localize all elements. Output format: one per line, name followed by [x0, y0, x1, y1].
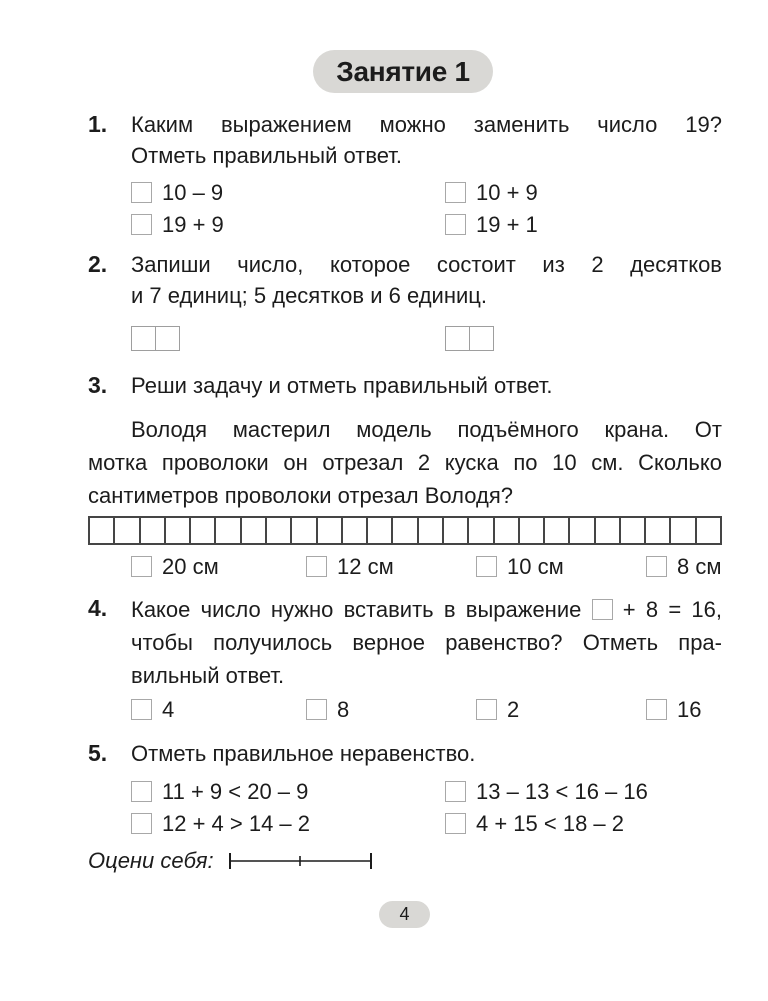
strip-cell[interactable]	[697, 518, 720, 543]
checkbox[interactable]	[131, 699, 152, 720]
task-5	[88, 738, 722, 835]
answer-option[interactable]	[131, 181, 445, 204]
checkbox[interactable]	[476, 699, 497, 720]
digit-box[interactable]	[155, 326, 180, 351]
digit-box-group[interactable]	[131, 326, 445, 351]
checkbox[interactable]	[646, 699, 667, 720]
strip-cell[interactable]	[419, 518, 444, 543]
strip-cell[interactable]	[596, 518, 621, 543]
strip-cell[interactable]	[141, 518, 166, 543]
task-number: 5.	[88, 740, 108, 766]
expression-text-before: Какое число нужно вставить в выражение	[131, 597, 582, 622]
task-text-line: Реши задачу и отметь правильный ответ.	[131, 373, 553, 398]
page-number-badge: 4	[379, 901, 430, 928]
strip-cell[interactable]	[545, 518, 570, 543]
word-problem	[88, 413, 722, 512]
answer-option[interactable]	[445, 812, 722, 835]
digit-box-group[interactable]	[445, 326, 722, 351]
self-check-row	[88, 848, 722, 874]
checkbox[interactable]	[445, 214, 466, 235]
strip-cell[interactable]	[393, 518, 418, 543]
self-check-label: Оцени себя:	[88, 848, 214, 873]
strip-cell[interactable]	[469, 518, 494, 543]
answer-option[interactable]	[306, 555, 476, 578]
option-label: 10 – 9	[162, 180, 224, 205]
strip-cell[interactable]	[495, 518, 520, 543]
answer-option[interactable]	[445, 181, 722, 204]
strip-cell[interactable]	[318, 518, 343, 543]
strip-cell[interactable]	[267, 518, 292, 543]
option-label: 12 см	[337, 554, 394, 579]
checkbox[interactable]	[306, 556, 327, 577]
task-text-line: Запиши число, которое состоит из 2 десятков	[131, 252, 722, 277]
option-label: 19 + 1	[476, 212, 538, 237]
checkbox[interactable]	[445, 182, 466, 203]
strip-cell[interactable]	[646, 518, 671, 543]
checkbox[interactable]	[306, 699, 327, 720]
answer-options	[131, 698, 722, 721]
answer-box-groups	[131, 326, 722, 351]
answer-option[interactable]	[131, 812, 445, 835]
option-label: 19 + 9	[162, 212, 224, 237]
option-label: 11 + 9 < 20 – 9	[162, 779, 309, 804]
answer-option[interactable]	[131, 213, 445, 236]
strip-cell[interactable]	[570, 518, 595, 543]
strip-cell[interactable]	[520, 518, 545, 543]
strip-cell[interactable]	[343, 518, 368, 543]
answer-option[interactable]	[476, 555, 646, 578]
option-label: 4 + 15 < 18 – 2	[476, 811, 625, 836]
task-1	[88, 109, 722, 236]
task-2	[88, 249, 722, 351]
answer-options	[131, 181, 722, 236]
digit-box[interactable]	[445, 326, 470, 351]
strip-cell[interactable]	[115, 518, 140, 543]
missing-number-box[interactable]	[592, 599, 613, 620]
option-label: 10 см	[507, 554, 564, 579]
option-label: 4	[162, 697, 175, 722]
problem-text-line: Володя мастерил модель подъёмного крана. От	[131, 417, 722, 442]
answer-option[interactable]	[131, 780, 445, 803]
checkbox[interactable]	[131, 556, 152, 577]
strip-cell[interactable]	[444, 518, 469, 543]
expression-text-after: + 8 = 16,	[622, 597, 722, 622]
option-label: 12 + 4 > 14 – 2	[162, 811, 311, 836]
strip-cell[interactable]	[671, 518, 696, 543]
digit-box[interactable]	[131, 326, 156, 351]
task-number: 2.	[88, 251, 108, 277]
problem-text-line: мотка проволоки он отрезал 2 куска по 10 см. Сколько	[88, 450, 722, 475]
answer-option[interactable]	[476, 698, 646, 721]
answer-strip[interactable]	[88, 516, 722, 545]
task-text-line: Каким выражением можно заменить число 19?	[131, 112, 722, 137]
strip-cell[interactable]	[191, 518, 216, 543]
strip-cell[interactable]	[621, 518, 646, 543]
task-3	[88, 370, 722, 401]
strip-cell[interactable]	[368, 518, 393, 543]
task-text-line: вильный ответ.	[131, 663, 285, 688]
answer-options	[131, 555, 722, 578]
checkbox[interactable]	[131, 214, 152, 235]
option-label: 8	[337, 697, 350, 722]
answer-option[interactable]	[646, 698, 722, 721]
option-label: 2	[507, 697, 520, 722]
task-number: 1.	[88, 111, 108, 137]
task-4	[88, 593, 722, 721]
self-check-scale[interactable]	[228, 850, 374, 872]
problem-text-line: сантиметров проволоки отрезал Володя?	[88, 483, 513, 508]
checkbox[interactable]	[131, 813, 152, 834]
option-label: 20 см	[162, 554, 219, 579]
option-label: 13 – 13 < 16 – 16	[476, 779, 648, 804]
lesson-title-badge: Занятие 1	[313, 50, 493, 93]
strip-cell[interactable]	[216, 518, 241, 543]
checkbox[interactable]	[131, 781, 152, 802]
answer-option[interactable]	[646, 555, 722, 578]
strip-cell[interactable]	[292, 518, 317, 543]
checkbox[interactable]	[646, 556, 667, 577]
task-number: 3.	[88, 372, 108, 398]
task-text-line: Отметь правильное неравенство.	[131, 741, 476, 766]
digit-box[interactable]	[469, 326, 494, 351]
checkbox[interactable]	[445, 813, 466, 834]
checkbox[interactable]	[445, 781, 466, 802]
answer-option[interactable]	[445, 780, 722, 803]
answer-option[interactable]	[131, 555, 306, 578]
task-text-line: Отметь правильный ответ.	[131, 143, 403, 168]
answer-option[interactable]	[131, 698, 306, 721]
checkbox[interactable]	[476, 556, 497, 577]
option-label: 10 + 9	[476, 180, 538, 205]
task-text-line: чтобы получилось верное равенство? Отметь пра-	[131, 630, 722, 655]
option-label: 8 см	[677, 554, 722, 579]
strip-cell[interactable]	[166, 518, 191, 543]
checkbox[interactable]	[131, 182, 152, 203]
task-number: 4.	[88, 595, 108, 621]
task-text-line	[131, 593, 722, 626]
option-label: 16	[677, 697, 702, 722]
answer-option[interactable]	[306, 698, 476, 721]
answer-options	[131, 780, 722, 835]
task-text-line: и 7 единиц; 5 десятков и 6 единиц.	[131, 283, 487, 308]
strip-cell[interactable]	[90, 518, 115, 543]
strip-cell[interactable]	[242, 518, 267, 543]
answer-option[interactable]	[445, 213, 722, 236]
